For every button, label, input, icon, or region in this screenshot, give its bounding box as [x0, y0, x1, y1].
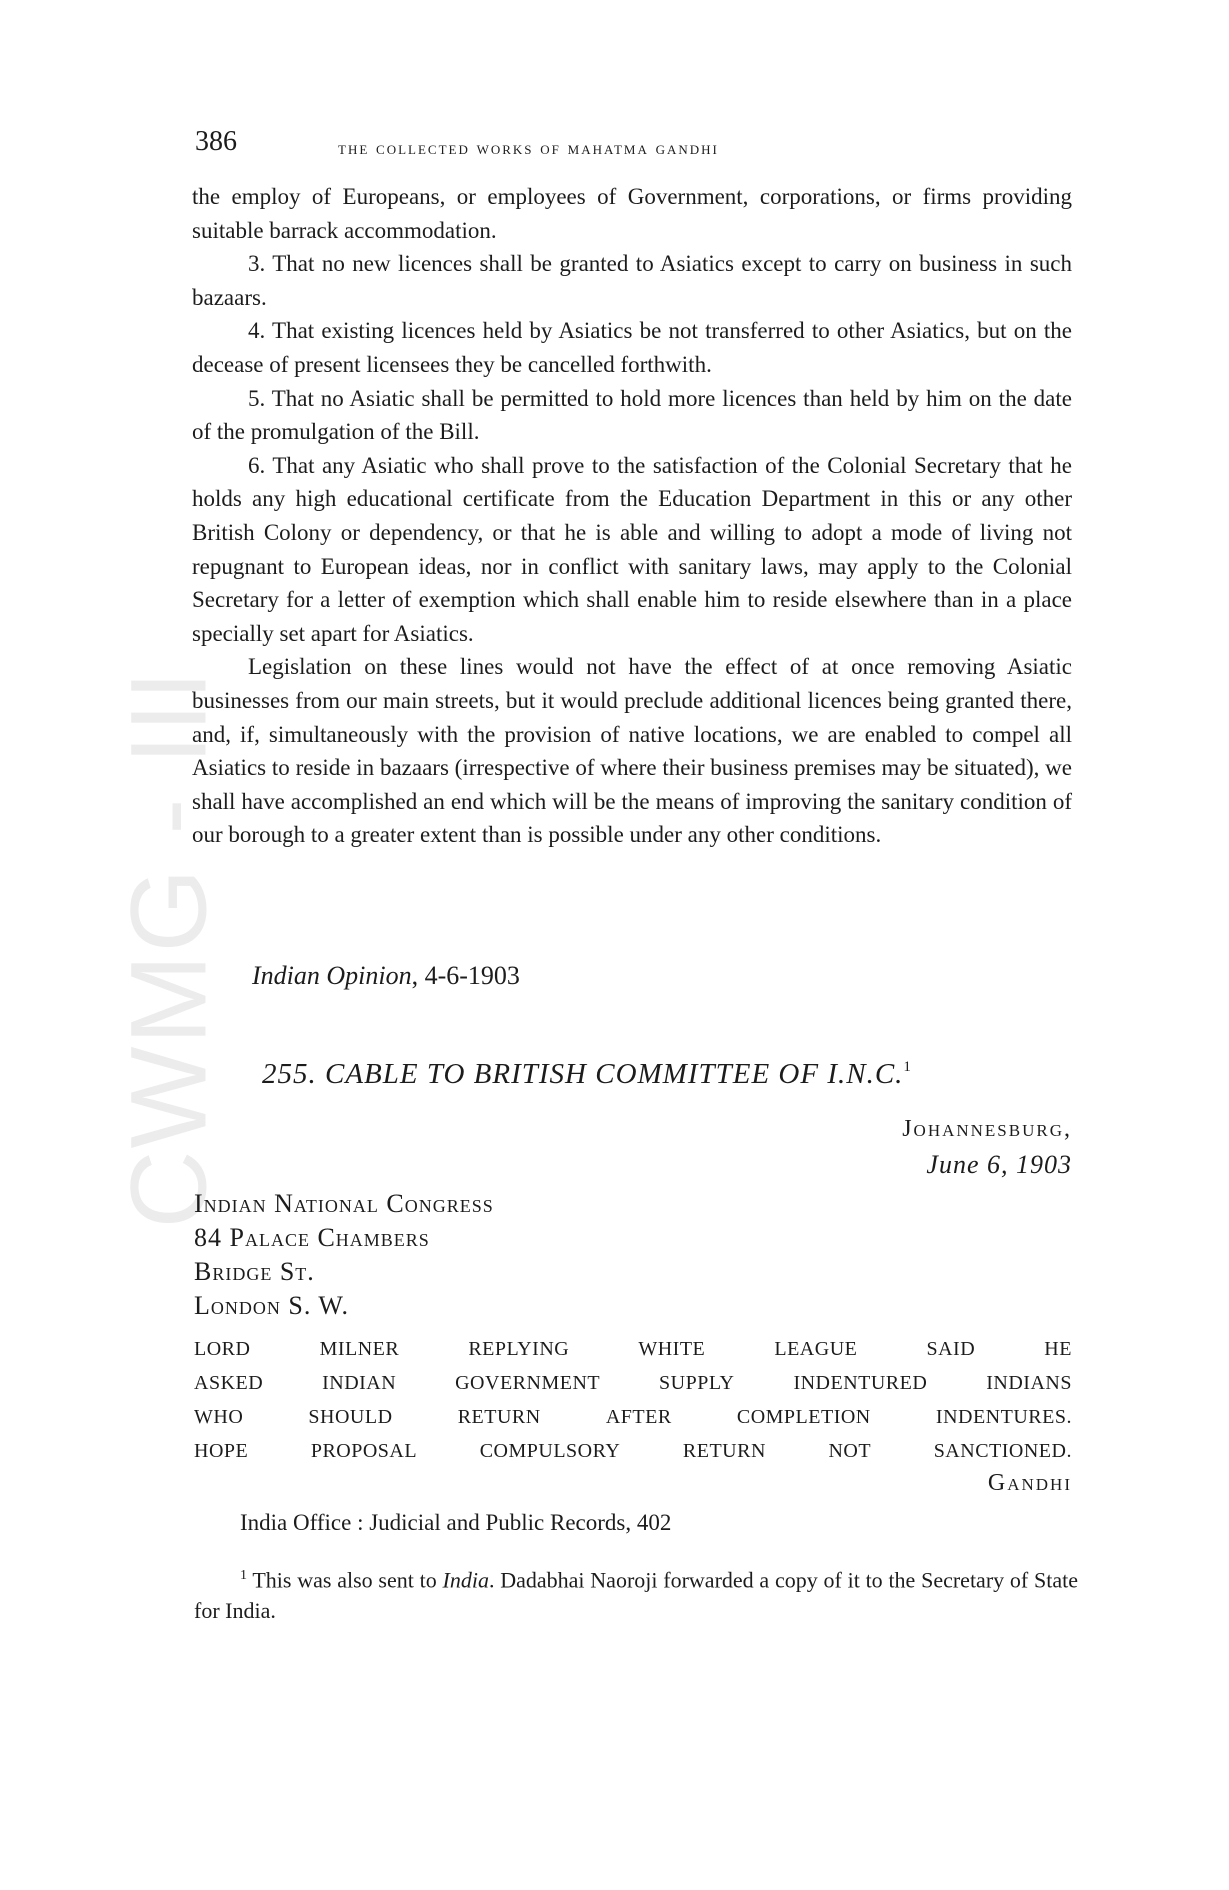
cable-line [194, 1434, 1072, 1468]
cable-word: SAID [926, 1338, 976, 1360]
signature: Gandhi [987, 1470, 1072, 1496]
footnote-publication: India [442, 1567, 489, 1593]
cable-word: LEAGUE [774, 1338, 858, 1360]
running-head: the collected works of mahatma gandhi [338, 138, 719, 159]
document-title-text: 255. CABLE TO BRITISH COMMITTEE OF I.N.C. [262, 1058, 904, 1090]
cable-word: RETURN [457, 1406, 541, 1428]
cable-word: REPLYING [468, 1338, 570, 1360]
paragraph-item-6: 6. That any Asiatic who shall prove to the satisfaction of the Colonial Secretary that he holds any high educational certificate from the Education Department in this or any other British Colony or dependency, or that he is able and willing to adopt a mode of living not repugnant to European ideas, nor in conflict with sanitary laws, may apply to the Colonial Secretary for a letter of exemption which shall enable him to reside elsewhere than in a place specially set apart for Asiatics. [192, 452, 1072, 646]
address-line: Bridge St. [194, 1257, 315, 1286]
footnote-text [194, 1560, 1078, 1626]
address-line: 84 Palace Chambers [194, 1223, 430, 1252]
document-title [262, 1058, 912, 1091]
cable-word: COMPLETION [736, 1406, 871, 1428]
cable-word: GOVERNMENT [455, 1372, 601, 1394]
cable-line [194, 1400, 1072, 1434]
cable-word: LORD [194, 1338, 251, 1360]
footnote-text-before: This was also sent to [247, 1567, 443, 1593]
cable-word: WHITE [638, 1338, 706, 1360]
dateline-place: Johannesburg, [902, 1116, 1072, 1142]
cable-line [194, 1366, 1072, 1400]
source-citation [252, 961, 520, 991]
footnote-marker: 1 [240, 1568, 247, 1583]
source-date: , 4-6-1903 [411, 961, 520, 990]
cable-line [194, 1332, 1072, 1366]
footnote-text-after: . Dadabhai Naoroji forwarded a copy of it to the Secretary of State for India. [194, 1567, 1078, 1624]
cable-word: SHOULD [308, 1406, 393, 1428]
cable-text [194, 1332, 1072, 1468]
cable-word: INDENTURES. [935, 1406, 1072, 1428]
paragraph-item-5: 5. That no Asiatic shall be permitted to hold more licences than held by him on the date of the promulgation of the Bill. [192, 385, 1072, 445]
archive-source: India Office : Judicial and Public Records, 402 [240, 1510, 672, 1535]
cable-word: COMPULSORY [479, 1440, 621, 1462]
body-text [192, 180, 1072, 852]
cable-word: AFTER [605, 1406, 672, 1428]
cable-address [194, 1187, 494, 1323]
cable-word: NOT [828, 1440, 872, 1462]
paragraph-legislation: Legislation on these lines would not have the effect of at once removing Asiatic businesses from our main streets, but it would preclude additional licences being granted there, and, if, simultaneously with the provision of native locations, we are enabled to compel all Asiatics to reside in bazaars (irrespective of where their business premises may be situated), we shall have accomplished an end which will be the means of improving the sanitary condition of our borough to a greater extent than is possible under any other conditions. [192, 654, 1072, 848]
cable-word: INDIAN [322, 1372, 397, 1394]
paragraph-item-3: 3. That no new licences shall be granted to Asiatics except to carry on business in such bazaars. [192, 251, 1072, 310]
cable-word: SUPPLY [659, 1372, 735, 1394]
paragraph-item-4: 4. That existing licences held by Asiatics be not transferred to other Asiatics, but on the decease of present licensees they be cancelled forthwith. [192, 318, 1072, 377]
watermark-text: CWMG - III [107, 668, 229, 1228]
address-line: Indian National Congress [194, 1189, 494, 1218]
cable-word: HOPE [194, 1440, 249, 1462]
cable-word: WHO [194, 1406, 244, 1428]
page-header [192, 126, 1072, 166]
cable-word: ASKED [194, 1372, 264, 1394]
footnote [194, 1560, 1078, 1626]
source-publication: Indian Opinion [252, 961, 412, 990]
cable-word: PROPOSAL [310, 1440, 418, 1462]
cable-word: INDIANS [986, 1372, 1072, 1394]
cable-word: RETURN [682, 1440, 766, 1462]
paragraph-continuation: the employ of Europeans, or employees of Government, corporations, or firms providing suitable barrack accommodation. [192, 184, 1072, 243]
address-line: London S. W. [194, 1291, 350, 1320]
cable-word: INDENTURED [793, 1372, 928, 1394]
footnote-reference: 1 [903, 1059, 912, 1075]
page-number: 386 [195, 126, 237, 157]
cable-word: MILNER [319, 1338, 400, 1360]
cable-word: SANCTIONED. [933, 1440, 1072, 1462]
cable-word: HE [1044, 1338, 1072, 1360]
dateline-date: June 6, 1903 [926, 1150, 1072, 1179]
